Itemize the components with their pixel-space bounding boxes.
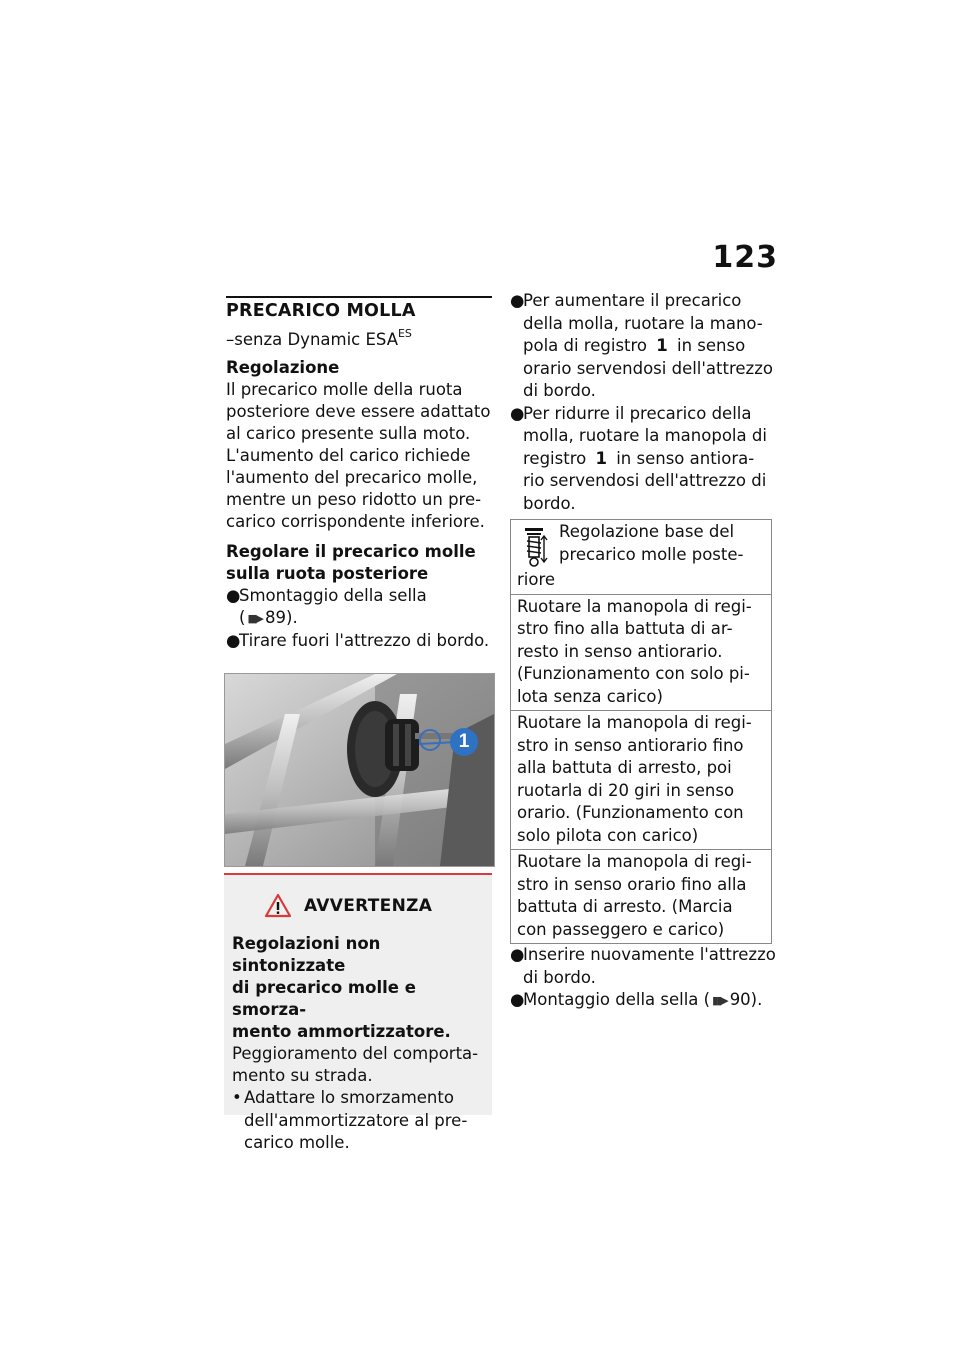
- text-line: mento su strada.: [232, 1066, 373, 1085]
- warning-title: AVVERTENZA: [304, 895, 433, 916]
- callout-ref: 1: [595, 448, 607, 468]
- settings-table: [510, 519, 772, 944]
- warning-triangle-icon: [264, 893, 292, 918]
- warning-header: [264, 893, 432, 918]
- text-line: ruotarla di 20 giri in senso: [517, 780, 735, 800]
- text-line: con passeggero e carico): [517, 919, 725, 939]
- list-item: [232, 1087, 488, 1155]
- table-cell: [511, 594, 772, 711]
- page-ref-link[interactable]: 90).: [729, 990, 763, 1009]
- text-line: di bordo.: [523, 381, 596, 400]
- text-line: alla battuta di arresto, poi: [517, 758, 732, 777]
- warning-body: [232, 933, 488, 1155]
- text-part: in senso antiora-: [616, 448, 755, 468]
- text-line: stro in senso orario fino alla: [517, 874, 747, 894]
- text-line: resto in senso antiorario.: [517, 641, 723, 661]
- suspension-setting-icon: [517, 525, 553, 569]
- list-item: [226, 585, 492, 630]
- step-ref[interactable]: [239, 607, 492, 630]
- text-line: [523, 335, 776, 358]
- text-line: riore: [517, 570, 556, 589]
- text-line: precarico molle poste-: [559, 544, 744, 564]
- text-line: rio servendosi dell'attrezzo di: [523, 471, 767, 490]
- callout-ref: 1: [656, 336, 668, 355]
- bullet-dot: ●: [510, 990, 525, 1009]
- text-line: Ruotare la manopola di regi-: [517, 596, 752, 616]
- list-item: [510, 989, 776, 1013]
- step-ref[interactable]: [523, 989, 776, 1013]
- text-line: orario. (Funzionamento con: [517, 803, 744, 822]
- bullet-dot: ●: [510, 403, 525, 423]
- bullet-dot: •: [232, 1088, 242, 1107]
- warning-text: [232, 1043, 488, 1087]
- table-header-row: [511, 520, 772, 595]
- procedure-heading: [226, 541, 492, 585]
- text-line: Il precarico molle della ruota: [226, 380, 463, 399]
- text-line: stro fino alla battuta di ar-: [517, 619, 733, 638]
- text-part: registro: [523, 448, 587, 468]
- bullet-dot: ●: [226, 631, 241, 650]
- text-line: mentre un peso ridotto un pre-: [226, 490, 482, 509]
- text-line: orario servendosi dell'attrezzo: [523, 358, 773, 378]
- heading-line: sulla ruota posteriore: [226, 564, 429, 583]
- subtitle-sup: ES: [397, 327, 412, 340]
- page-ref-link[interactable]: 89).: [265, 608, 298, 627]
- text-line: Per aumentare il precarico: [523, 291, 742, 310]
- page-number: 123: [712, 240, 778, 275]
- spring-preload-photo: [224, 673, 495, 867]
- page-ref-arrow-icon: ▮▮▶: [712, 994, 727, 1007]
- text-line: Ruotare la manopola di regi-: [517, 852, 752, 871]
- step-text: Tirare fuori l'attrezzo di bordo.: [239, 631, 490, 650]
- table-cell: [511, 711, 772, 850]
- heading-line: Regolare il precarico molle: [226, 542, 476, 561]
- section-rule: [226, 296, 492, 298]
- text-line: Adattare lo smorzamento: [244, 1088, 454, 1107]
- text-line: Regolazioni non sintonizzate: [232, 934, 381, 975]
- table-cell: [511, 850, 772, 944]
- text-line: di precarico molle e smorza-: [232, 978, 416, 1019]
- text-line: mento ammortizzatore.: [232, 1022, 451, 1041]
- warning-box: [224, 873, 492, 1152]
- text-line: dell'ammortizzatore al pre-: [244, 1110, 468, 1130]
- text-line: stro in senso antiorario fino: [517, 735, 744, 755]
- text-line: L'aumento del carico richiede: [226, 446, 471, 465]
- table-row: [511, 850, 772, 944]
- table-header-cell: [511, 520, 772, 595]
- text-line: Peggioramento del comporta-: [232, 1044, 479, 1063]
- page-ref-arrow-icon: ▮▮▶: [247, 612, 263, 625]
- right-column: [510, 290, 776, 1013]
- text-line: Inserire nuovamente l'attrezzo: [523, 945, 776, 964]
- text-line: l'aumento del precarico molle,: [226, 468, 478, 487]
- table-row: [511, 711, 772, 850]
- text-line: carico molle.: [244, 1133, 350, 1152]
- text-line: Regolazione base del: [559, 522, 735, 541]
- text-line: della molla, ruotare la mano-: [523, 313, 763, 333]
- text-line: lota senza carico): [517, 686, 663, 706]
- regolazione-text: [226, 379, 492, 533]
- bullet-dot: ●: [226, 586, 241, 605]
- text-line: di bordo.: [523, 967, 596, 987]
- text-line: solo pilota con carico): [517, 825, 699, 845]
- left-column: [226, 296, 492, 652]
- text-line: molla, ruotare la manopola di: [523, 426, 767, 445]
- text-line: Per ridurre il precarico della: [523, 403, 752, 423]
- list-item: [226, 630, 492, 652]
- callout-badge: [450, 728, 478, 756]
- step-text: Smontaggio della sella: [239, 586, 427, 605]
- text-part: Montaggio della sella (: [523, 990, 711, 1009]
- bullet-dot: ●: [510, 945, 525, 964]
- text-line: battuta di arresto. (Marcia: [517, 897, 733, 916]
- regolazione-heading: Regolazione: [226, 358, 340, 377]
- text-part: in senso: [677, 336, 746, 355]
- section-subtitle: [226, 327, 492, 349]
- motorcycle-frame-illustration: [225, 674, 494, 866]
- text-part: pola di registro: [523, 336, 648, 355]
- text-line: bordo.: [523, 493, 576, 513]
- table-row: [511, 594, 772, 711]
- bullet-dot: ●: [510, 291, 525, 310]
- list-item: [510, 290, 776, 403]
- text-line: (Funzionamento con solo pi-: [517, 664, 750, 683]
- callout-number: 1: [458, 731, 470, 752]
- list-item: [510, 944, 776, 989]
- text-line: posteriore deve essere adattato: [226, 402, 491, 421]
- subtitle-text: –senza Dynamic ESA: [226, 330, 398, 349]
- text-line: carico corrispondente inferiore.: [226, 512, 485, 531]
- section-title: PRECARICO MOLLA: [226, 301, 416, 321]
- paren: (: [239, 608, 246, 627]
- text-line: al carico presente sulla moto.: [226, 424, 471, 443]
- text-line: Ruotare la manopola di regi-: [517, 713, 752, 732]
- warning-bold-text: [232, 933, 488, 1043]
- list-item: [510, 403, 776, 516]
- text-line: [523, 448, 776, 471]
